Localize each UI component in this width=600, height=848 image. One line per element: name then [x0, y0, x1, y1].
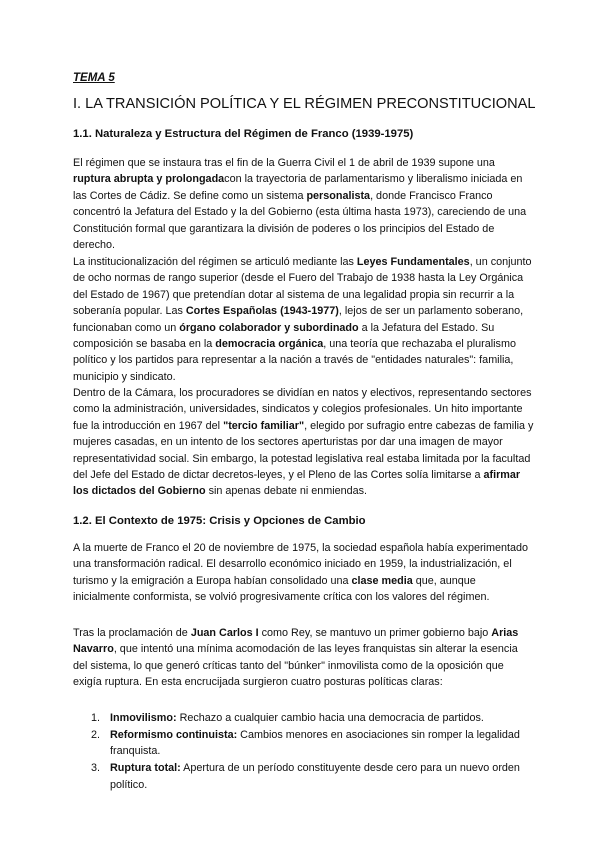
tema-label: TEMA 5 [73, 72, 115, 84]
section-2-title: 1.2. El Contexto de 1975: Crisis y Opciones de Cambio [73, 515, 366, 527]
section-1-paragraph-1: El régimen que se instaura tras el fin de la Guerra Civil el 1 de abril de 1939 supone una ruptura abrupta y prolongadacon la trayectoria de parlamentarismo y liberalismo iniciada en las Cortes de Cádiz. Se define como un sistema personalista, donde Francisco Franco concentró la Jefatura del Estado y la del Gobierno (esta última hasta 1973), careciendo de una Constitución formal que garantizara la división de poderes o los principios del Estado de derecho. [73, 157, 527, 252]
list-item: 2. Reformismo continuista: Cambios menores en asociaciones sin romper la legalidad franquista. [91, 729, 520, 758]
section-1-paragraph-2: La institucionalización del régimen se articuló mediante las Leyes Fundamentales, un conjunto de ocho normas de rango superior (desde el Fuero del Trabajo de 1938 hasta la Ley Orgánica del Estado de 1967) que pretendían dotar al sistema de una legalidad propia sin recurrir a la soberanía popular. Las Cortes Españolas (1943-1977), lejos de ser un parlamento soberano, funcionaban como un órgano colaborador y subordinado a la Jefatura del Estado. Su composición se basaba en la democracia orgánica, una teoría que rechazaba el pluralismo político y los partidos para representar a la nación a través de "entidades naturales": familia, municipio y sindicato. [73, 256, 532, 383]
postures-list [73, 710, 535, 794]
section-2-paragraph-2: Tras la proclamación de Juan Carlos I como Rey, se mantuvo un primer gobierno bajo Arias Navarro, que intentó una mínima acomodación de las leyes franquistas sin alterar la esencia del sistema, lo que generó críticas tanto del "búnker" inmovilista como de la oposición que exigía ruptura. En esta encrucijada surgieron cuatro posturas políticas claras: [73, 627, 519, 689]
section-1-paragraph-3: Dentro de la Cámara, los procuradores se dividían en natos y electivos, representando sectores como la administración, universidades, sindicatos y colegios profesionales. Un hito importante fue la introducción en 1967 del "tercio familiar", elegido por sufragio entre cabezas de familia y mujeres casadas, en un intento de los sectores aperturistas por dar una imagen de mayor representatividad social. Sin embargo, la potestad legislativa real estaba limitada por la facultad del Jefe del Estado de dictar decretos-leyes, y el Pleno de las Cortes solía limitarse a afirmar los dictados del Gobierno sin apenas debate ni enmiendas. [73, 387, 534, 498]
list-item: 1. Inmovilismo: Rechazo a cualquier cambio hacia una democracia de partidos. [91, 712, 484, 724]
list-item: 3. Ruptura total: Apertura de un período constituyente desde cero para un nuevo orden político. [91, 762, 520, 791]
section-1-title: 1.1. Naturaleza y Estructura del Régimen de Franco (1939-1975) [73, 128, 414, 140]
section-2-paragraph-1: A la muerte de Franco el 20 de noviembre de 1975, la sociedad española había experimentado una transformación radical. El desarrollo económico iniciado en 1959, la industrialización, el turismo y la emigración a Europa habían consolidado una clase media que, aunque inicialmente conformista, se volvió progresivamente crítica con los valores del régimen. [73, 542, 528, 604]
main-heading: I. LA TRANSICIÓN POLÍTICA Y EL RÉGIMEN PRECONSTITUCIONAL [73, 96, 536, 112]
